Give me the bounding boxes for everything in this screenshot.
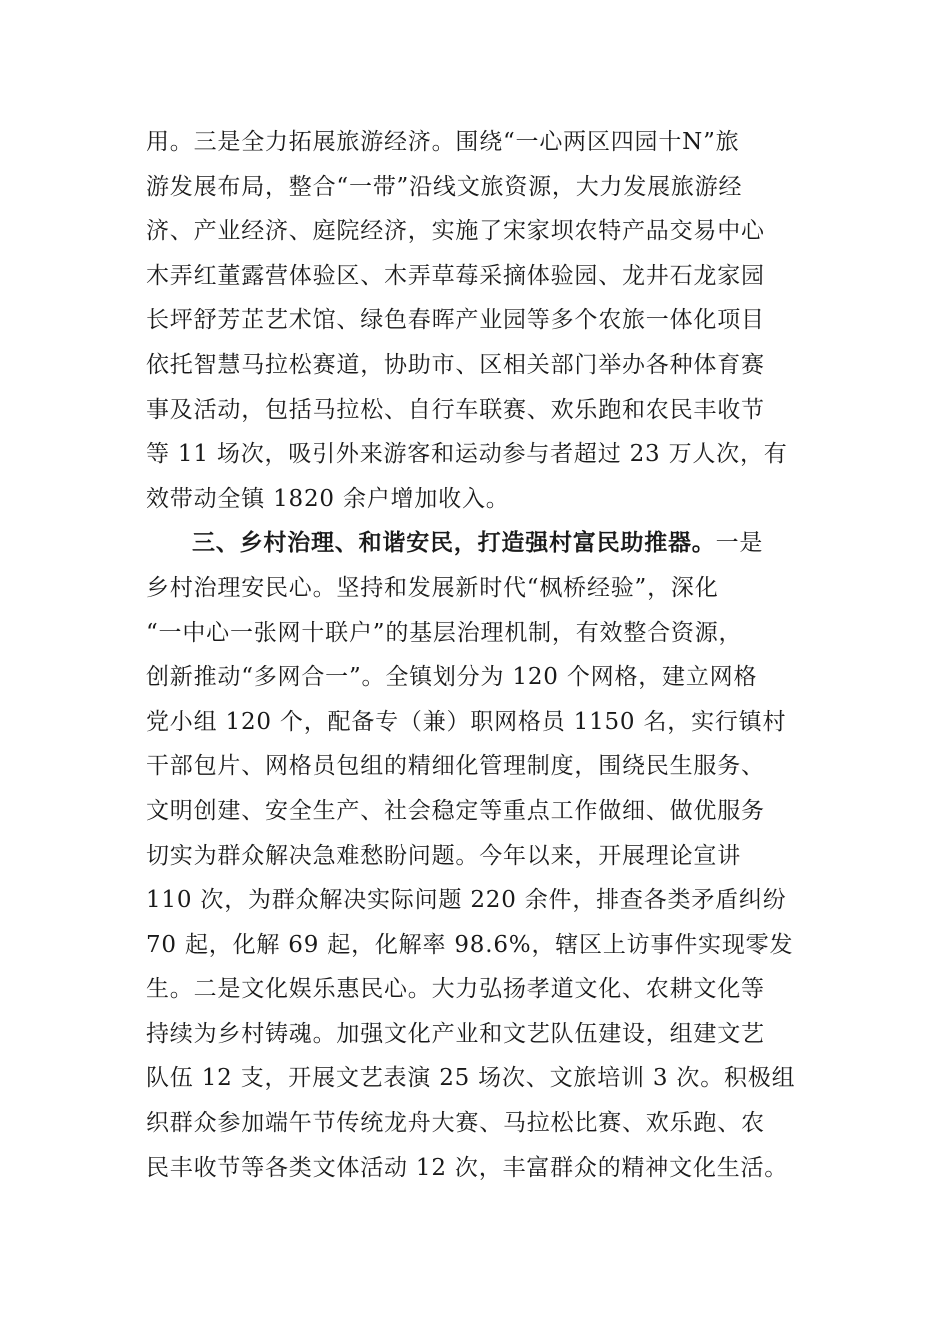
document-body [146, 120, 816, 1190]
section-first-line [146, 521, 816, 566]
paragraph-line: 乡村治理安民心。坚持和发展新时代“枫桥经验”，深化 [146, 574, 719, 601]
paragraph-line: 党小组 120 个，配备专（兼）职网格员 1150 名，实行镇村 [146, 708, 787, 735]
paragraph-line: 创新推动“多网合一”。全镇划分为 120 个网格，建立网格 [146, 664, 758, 691]
paragraph-line: 长坪舒芳芷艺术馆、绿色春晖产业园等多个农旅一体化项目 [146, 307, 765, 334]
paragraph-line: 切实为群众解决急难愁盼问题。今年以来，开展理论宣讲 [146, 842, 741, 869]
paragraph-line: 木弄红董露营体验区、木弄草莓采摘体验园、龙井石龙家园 [146, 262, 765, 289]
paragraph-line: 事及活动，包括马拉松、自行车联赛、欢乐跑和农民丰收节 [146, 396, 765, 423]
paragraph-line: 织群众参加端午节传统龙舟大赛、马拉松比赛、欢乐跑、农 [146, 1110, 765, 1137]
paragraph-line: 民丰收节等各类文体活动 12 次，丰富群众的精神文化生活。 [146, 1154, 789, 1181]
paragraph-line: 济、产业经济、庭院经济，实施了宋家坝农特产品交易中心 [146, 218, 765, 245]
paragraph-line: 生。二是文化娱乐惠民心。大力弘扬孝道文化、农耕文化等 [146, 976, 765, 1003]
paragraph-line: 70 起，化解 69 起，化解率 98.6%，辖区上访事件实现零发 [146, 931, 794, 958]
paragraph-line: 用。三是全力拓展旅游经济。围绕“一心两区四园十N”旅 [146, 129, 740, 155]
paragraph-line: 文明创建、安全生产、社会稳定等重点工作做细、做优服务 [146, 797, 765, 824]
paragraph-line: 队伍 12 支，开展文艺表演 25 场次、文旅培训 3 次。积极组 [146, 1065, 796, 1092]
paragraph-line: “一中心一张网十联户”的基层治理机制，有效整合资源， [146, 619, 743, 646]
paragraph-line: 110 次，为群众解决实际问题 220 余件，排查各类矛盾纠纷 [146, 887, 787, 914]
paragraph-line: 持续为乡村铸魂。加强文化产业和文艺队伍建设，组建文艺 [146, 1020, 765, 1047]
paragraph-line: 等 11 场次，吸引外来游客和运动参与者超过 23 万人次，有 [146, 441, 788, 468]
section-first-line-rest: 一是 [715, 530, 764, 557]
paragraph-line: 干部包片、网格员包组的精细化管理制度，围绕民生服务、 [146, 753, 765, 780]
paragraph-line: 效带动全镇 1820 余户增加收入。 [146, 485, 510, 512]
paragraph-line: 游发展布局，整合“一带”沿线文旅资源，大力发展旅游经 [146, 173, 743, 200]
section-heading: 三、乡村治理、和谐安民，打造强村富民助推器。 [192, 529, 716, 557]
paragraph-line: 依托智慧马拉松赛道，协助市、区相关部门举办各种体育赛 [146, 351, 765, 378]
